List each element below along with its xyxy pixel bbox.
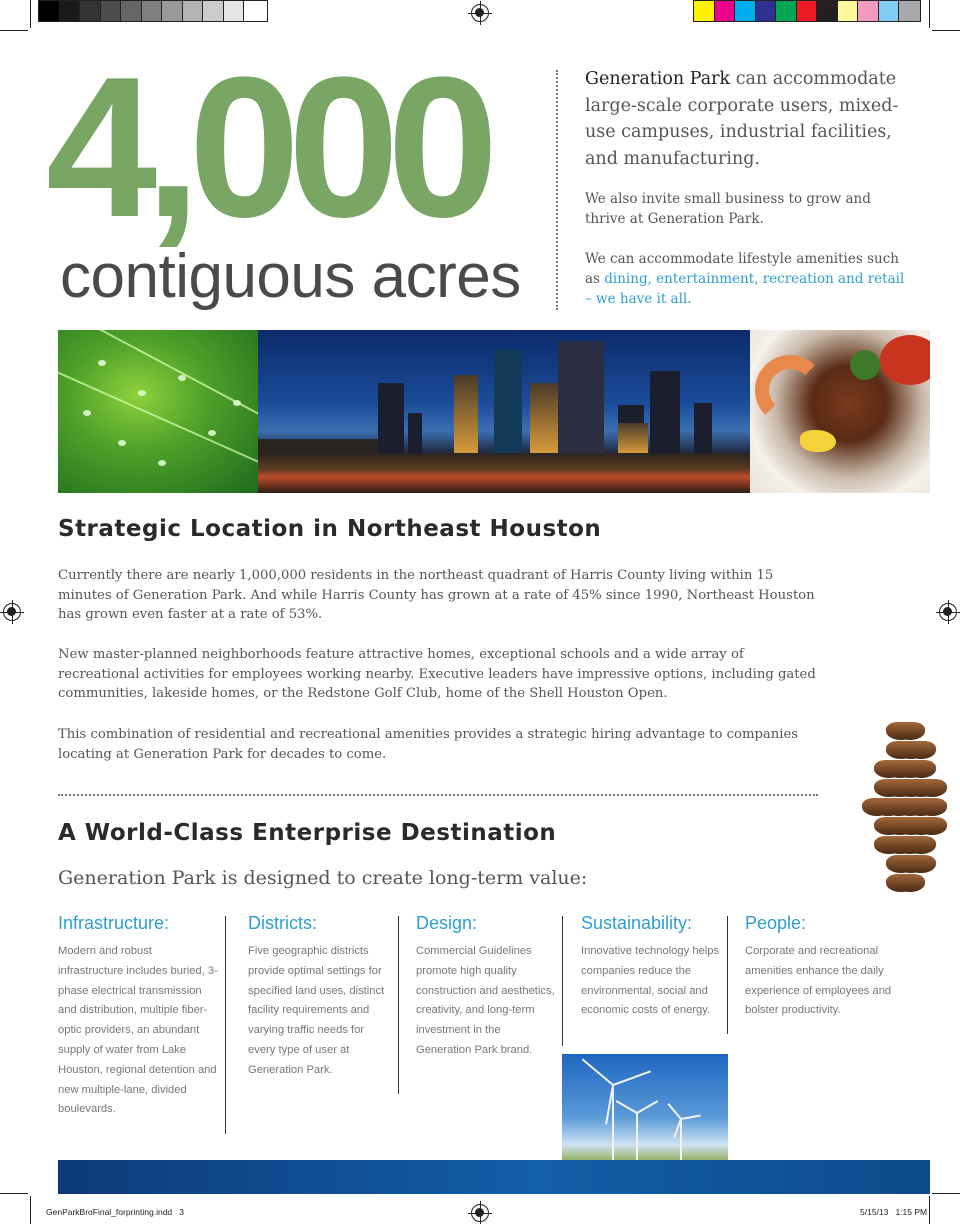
- column-body: Innovative technology helps companies reduce the environmental, social and economic costs of energy.: [581, 945, 720, 1017]
- intro-text: can accommodate large-scale corporate users, mixed-use campuses, industrial facilities, and manufacturing.: [585, 69, 899, 169]
- acreage-label: contiguous acres: [60, 242, 521, 311]
- turbine-mast: [612, 1084, 614, 1168]
- column-title: People:: [745, 913, 807, 933]
- water-drop: [178, 375, 186, 381]
- column-body: Corporate and recreational amenities enhance the daily experience of employees and bolster productivity.: [745, 945, 892, 1017]
- freeway-lights: [258, 453, 750, 493]
- registration-mark-icon: [471, 1204, 489, 1222]
- water-drop: [83, 410, 91, 416]
- column-divider: [562, 916, 563, 1046]
- column-divider: [727, 916, 728, 1034]
- crop-mark: [30, 1196, 31, 1224]
- houston-skyline-photo: [258, 330, 750, 493]
- color-swatch: [121, 1, 142, 21]
- shrimp: [755, 355, 825, 425]
- strategic-paragraph: New master-planned neighborhoods feature attractive homes, exceptional schools and a wide array of recreational activities for employees working nearby. Executive leaders have impressive options, including gated communities, lakeside homes, or the Redstone Golf Club, home of the Shell Houston Open.: [58, 647, 816, 701]
- pine-cone-scale: [895, 722, 925, 740]
- color-swatch: [838, 1, 859, 21]
- skyline-tower: [378, 383, 404, 453]
- registration-mark-icon: [939, 603, 957, 621]
- dotted-divider: [58, 794, 818, 796]
- herb-garnish: [850, 350, 880, 380]
- amenities-highlight: dining, entertainment, recreation and retail – we have it all.: [585, 271, 905, 307]
- pine-cone-scale: [917, 779, 947, 797]
- color-swatch: [162, 1, 183, 21]
- grayscale-color-bar: [38, 0, 268, 22]
- water-drop: [208, 430, 216, 436]
- skyline-tower: [694, 403, 712, 453]
- strategic-heading: Strategic Location in Northeast Houston: [58, 516, 602, 542]
- slug-timestamp: 5/15/13 1:15 PM: [860, 1207, 928, 1217]
- turbine-blade: [636, 1113, 638, 1137]
- water-drop: [233, 400, 241, 406]
- crop-mark: [929, 0, 930, 28]
- column-body: Modern and robust infrastructure includes buried, 3-phase electrical transmission and distribution, multiple fiber-optic providers, an abundant supply of water from Lake Houston, regional detention and new multiple-lane, divided boulevards.: [58, 945, 218, 1116]
- pine-cone-photo: [840, 722, 950, 902]
- lemon-wedge: [800, 430, 836, 452]
- color-swatch: [244, 1, 265, 21]
- skyline-tower: [530, 383, 558, 453]
- footer-band: [58, 1160, 930, 1194]
- color-swatch: [203, 1, 224, 21]
- column-title: Sustainability:: [581, 913, 693, 933]
- color-swatch: [879, 1, 900, 21]
- crop-mark: [30, 0, 31, 28]
- column-people: [745, 912, 895, 1021]
- color-swatch: [715, 1, 736, 21]
- column-sustainability: [581, 912, 721, 1021]
- skyline-tower: [494, 349, 522, 453]
- slug-filename: GenParkBroFinal_forprinting.indd 3: [46, 1207, 184, 1217]
- pine-cone-scale: [906, 855, 936, 873]
- world-class-subtitle: Generation Park is designed to create long-term value:: [58, 867, 588, 889]
- pine-cone-scale: [917, 817, 947, 835]
- amenities-plain: We can accommodate lifestyle amenities such as: [585, 251, 899, 287]
- turbine-blade: [613, 1070, 651, 1086]
- brand-name: Generation Park: [585, 69, 731, 89]
- skyline-tower: [408, 413, 422, 453]
- color-swatch: [39, 1, 60, 21]
- column-body: Commercial Guidelines promote high quality construction and aesthetics, creativity, and long-term investment in the Generation Park brand.: [416, 945, 555, 1056]
- leaf-photo: [58, 330, 258, 493]
- acreage-number: 4,000: [46, 36, 487, 259]
- column-design: [416, 912, 556, 1061]
- turbine-blade: [582, 1059, 614, 1086]
- pine-cone-scale: [895, 874, 925, 892]
- leaf-vein: [58, 330, 258, 438]
- color-swatch: [60, 1, 81, 21]
- column-title: Districts:: [248, 913, 317, 933]
- skyline-tower: [650, 371, 680, 453]
- column-title: Design:: [416, 913, 478, 933]
- color-swatch: [817, 1, 838, 21]
- world-class-heading: A World-Class Enterprise Destination: [58, 820, 557, 846]
- color-swatch: [776, 1, 797, 21]
- column-divider: [398, 916, 399, 1094]
- column-body: Five geographic districts provide optimal settings for specified land uses, distinct facility requirements and varying traffic needs for every type of user at Generation Park.: [248, 945, 385, 1076]
- crop-mark: [932, 1193, 960, 1194]
- pine-cone-scale: [906, 741, 936, 759]
- crop-mark: [0, 1193, 28, 1194]
- water-drop: [138, 390, 146, 396]
- pine-cone-scale: [906, 760, 936, 778]
- skyline-tower: [558, 341, 604, 453]
- color-swatch: [694, 1, 715, 21]
- leaf-vein: [58, 368, 258, 484]
- column-divider: [225, 916, 226, 1134]
- skyline-tower: [454, 375, 478, 453]
- dining-photo: [750, 330, 930, 493]
- intro-statement: [585, 66, 915, 172]
- strategic-paragraph: This combination of residential and recreational amenities provides a strategic hiring advantage to companies locating at Generation Park for decades to come.: [58, 727, 799, 762]
- color-swatch: [735, 1, 756, 21]
- skyline-tower: [618, 423, 648, 453]
- skyline-tower: [258, 439, 378, 453]
- crop-mark: [929, 1196, 930, 1224]
- tomato: [880, 335, 930, 385]
- column-districts: [248, 912, 388, 1081]
- water-drop: [98, 360, 106, 366]
- column-title: Infrastructure:: [58, 913, 170, 933]
- pine-cone-scale: [917, 798, 947, 816]
- color-swatch: [899, 1, 920, 21]
- pine-cone-scale: [906, 836, 936, 854]
- color-swatch: [142, 1, 163, 21]
- turbine-blade: [667, 1103, 681, 1120]
- water-drop: [158, 460, 166, 466]
- crop-mark: [932, 30, 960, 31]
- color-swatch: [858, 1, 879, 21]
- registration-mark-icon: [471, 4, 489, 22]
- color-swatch: [756, 1, 777, 21]
- column-infrastructure: [58, 912, 218, 1120]
- color-swatch: [224, 1, 245, 21]
- color-swatch: [101, 1, 122, 21]
- color-swatch: [797, 1, 818, 21]
- crop-mark: [0, 30, 28, 31]
- turbine-mast: [680, 1118, 682, 1164]
- registration-mark-icon: [3, 603, 21, 621]
- color-swatch: [183, 1, 204, 21]
- turbine-blade: [616, 1100, 638, 1114]
- strategic-paragraph: Currently there are nearly 1,000,000 residents in the northeast quadrant of Harris County living within 15 minutes of Generation Park. And while Harris County has grown at a rate of 45% since 1990, Northeast Houston has grown even faster at a rate of 53%.: [58, 568, 815, 622]
- small-business-text: We also invite small business to grow and thrive at Generation Park.: [585, 191, 871, 227]
- dotted-divider: [556, 70, 558, 310]
- color-swatch: [80, 1, 101, 21]
- amenities-text: [585, 249, 915, 309]
- turbine-blade: [637, 1100, 659, 1114]
- turbine-blade: [681, 1115, 701, 1120]
- water-drop: [118, 440, 126, 446]
- process-color-bar: [693, 0, 921, 22]
